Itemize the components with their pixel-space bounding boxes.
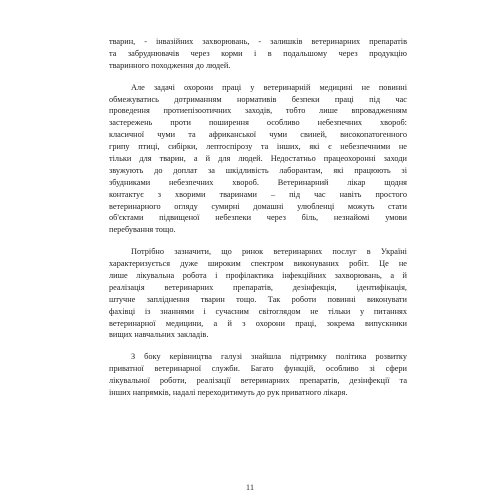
text-line: класичної чуми та африканської чуми свиней, високопатогенного — [109, 130, 407, 140]
paragraph-gap — [109, 341, 407, 351]
text-line: лікувальної роботи, реалізації ветеринарних препаратів, дезінфекції та — [109, 376, 407, 386]
text-line: З боку керівництва галузі знайшла підтримку політика розвитку — [131, 352, 407, 362]
text-line: інших напрямків, надалі переходитимуть до рук приватного лікаря. — [109, 388, 348, 398]
text-line: характеризується дуже широким спектром виконуваних робіт. Це не — [109, 259, 407, 269]
text-line: об'єктами підвищеної небезпеки через біль, незнайомі умови — [109, 213, 407, 223]
text-line: Але задачі охорони праці у ветеринарній медицині не повинні — [131, 82, 407, 92]
text-line: звужують до доплат за шкідливість лаборантам, які працюють зі — [109, 165, 407, 175]
text-line: контактує з хворими тваринами – під час навіть простого — [109, 189, 407, 199]
paragraph — [109, 351, 407, 399]
paragraph-gap — [109, 236, 407, 246]
text-line: проведення протиепізоотичних заходів, тобто лише впровадженням — [109, 106, 407, 116]
text-line: перебування тощо. — [109, 225, 176, 235]
text-line: тварин, - інвазійних захворювань, - залишків ветеринарних препаратів — [109, 37, 407, 46]
text-line: обмежуватись дотриманням нормативів безпеки праці під час — [109, 94, 407, 104]
page-number: 11 — [245, 482, 255, 492]
paragraph — [109, 246, 407, 341]
text-line: збудниками небезпечних хвороб. Ветеринарний лікар щодня — [109, 177, 407, 187]
paragraph-gap — [109, 72, 407, 82]
text-line: тваринного походження до людей. — [109, 60, 231, 70]
text-line: Потрібно зазначити, що ринок ветеринарних послуг в Україні — [131, 247, 407, 257]
text-line: фахівці із знаннями і сучасним світоглядом не тільки у питаннях — [109, 306, 407, 316]
text-line: приватної ветеринарної служби. Багато функцій, особливо зі сфери — [109, 364, 407, 374]
text-line: та забруднювачів через корми і в подальшому через продукцію — [109, 48, 407, 58]
text-line: вищих навчальних закладів. — [109, 330, 209, 340]
body-text — [109, 36, 407, 399]
text-line: тільки для тварин, а й для людей. Недостатньо працеохоронні заходи — [109, 154, 407, 164]
text-line: грипу птиці, сибірки, лептоспірозу та інших, які є небезпечними не — [109, 142, 407, 152]
text-line: штучне запліднення тварин тощо. Так роботи повинні виконувати — [109, 294, 407, 304]
text-line: застережень проти поширення особливо небезпечних хвороб: — [109, 118, 407, 128]
text-line: лише лікувальна робота і профілактика інфекційних захворювань, а й — [109, 271, 407, 281]
paragraph — [109, 82, 407, 237]
text-line: ветеринарної медицини, а й з охорони праці, зокрема випускники — [109, 318, 407, 328]
text-line: ветеринарного огляду сумирні домашні улюбленці можуть стати — [109, 201, 407, 211]
text-line: реалізація ветеринарних препаратів, дезінфекція, ідентифікація, — [109, 282, 407, 292]
paragraph — [109, 36, 407, 72]
